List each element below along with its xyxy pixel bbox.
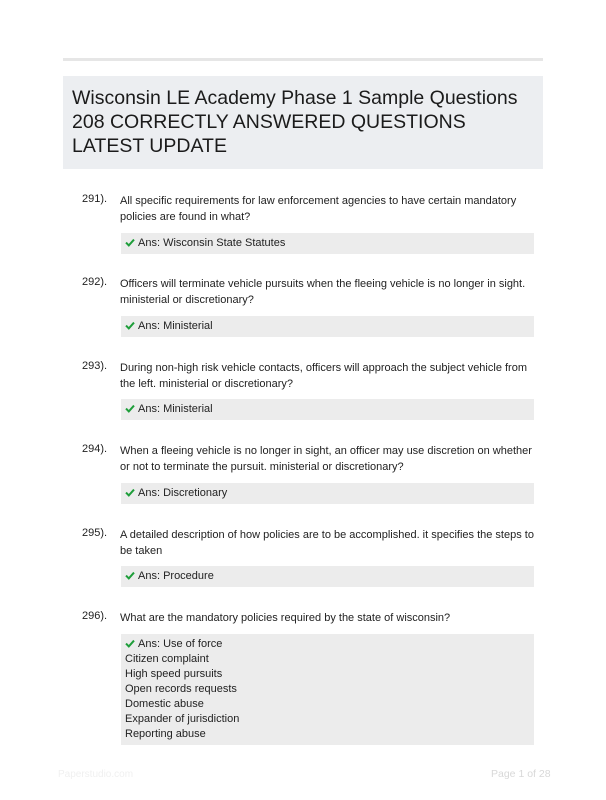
question-number: 291). — [82, 193, 108, 205]
answer-box — [121, 483, 534, 504]
answer-text: Ans: Discretionary — [138, 487, 228, 499]
check-icon — [125, 571, 135, 580]
question-text: All specific requirements for law enforcement agencies to have certain mandatory policies are found in what? — [120, 195, 517, 223]
question-number: 293). — [82, 360, 108, 372]
title-box — [63, 76, 543, 169]
question-number: 292). — [82, 276, 108, 288]
answer-box — [121, 399, 534, 420]
answer-text: Ans: Ministerial — [138, 403, 213, 415]
answer-text: Open records requests — [125, 683, 237, 695]
check-icon — [125, 321, 135, 330]
answer-text: Citizen complaint — [125, 653, 209, 665]
question-number: 296). — [82, 610, 108, 622]
answer-text: Ans: Wisconsin State Statutes — [138, 237, 286, 249]
answer-box — [121, 634, 534, 745]
question-number: 295). — [82, 527, 108, 539]
answer-box — [121, 316, 534, 337]
check-icon — [125, 404, 135, 413]
answer-text: Ans: Procedure — [138, 570, 214, 582]
check-icon — [125, 488, 135, 497]
answer-text: Reporting abuse — [125, 728, 206, 740]
check-icon — [125, 639, 135, 648]
answer-text: Expander of jurisdiction — [125, 713, 240, 725]
answer-box — [121, 233, 534, 254]
question-text: Officers will terminate vehicle pursuits when the fleeing vehicle is no longer in sight. ministerial or discretionary? — [120, 278, 526, 306]
top-rule — [63, 58, 543, 61]
answer-text: Ans: Ministerial — [138, 320, 213, 332]
answer-text: High speed pursuits — [125, 668, 223, 680]
answer-text: Domestic abuse — [125, 698, 204, 710]
question-text: During non-high risk vehicle contacts, officers will approach the subject vehicle from the left. ministerial or discretionary? — [120, 362, 527, 390]
question-text: When a fleeing vehicle is no longer in sight, an officer may use discretion on whether or not to terminate the pursuit. ministerial or discretionary? — [120, 445, 532, 473]
document-title: Wisconsin LE Academy Phase 1 Sample Questions 208 CORRECTLY ANSWERED QUESTIONS LATEST UPDATE — [72, 87, 518, 157]
answer-text: Ans: Use of force — [138, 638, 223, 650]
page-number: Page 1 of 28 — [491, 768, 551, 780]
question-text: What are the mandatory policies required by the state of wisconsin? — [120, 612, 451, 624]
question-text: A detailed description of how policies are to be accomplished. it specifies the steps to be taken — [120, 529, 534, 557]
footer-watermark: Paperstudio.com — [58, 769, 134, 780]
question-number: 294). — [82, 443, 108, 455]
check-icon — [125, 238, 135, 247]
answer-box — [121, 566, 534, 587]
